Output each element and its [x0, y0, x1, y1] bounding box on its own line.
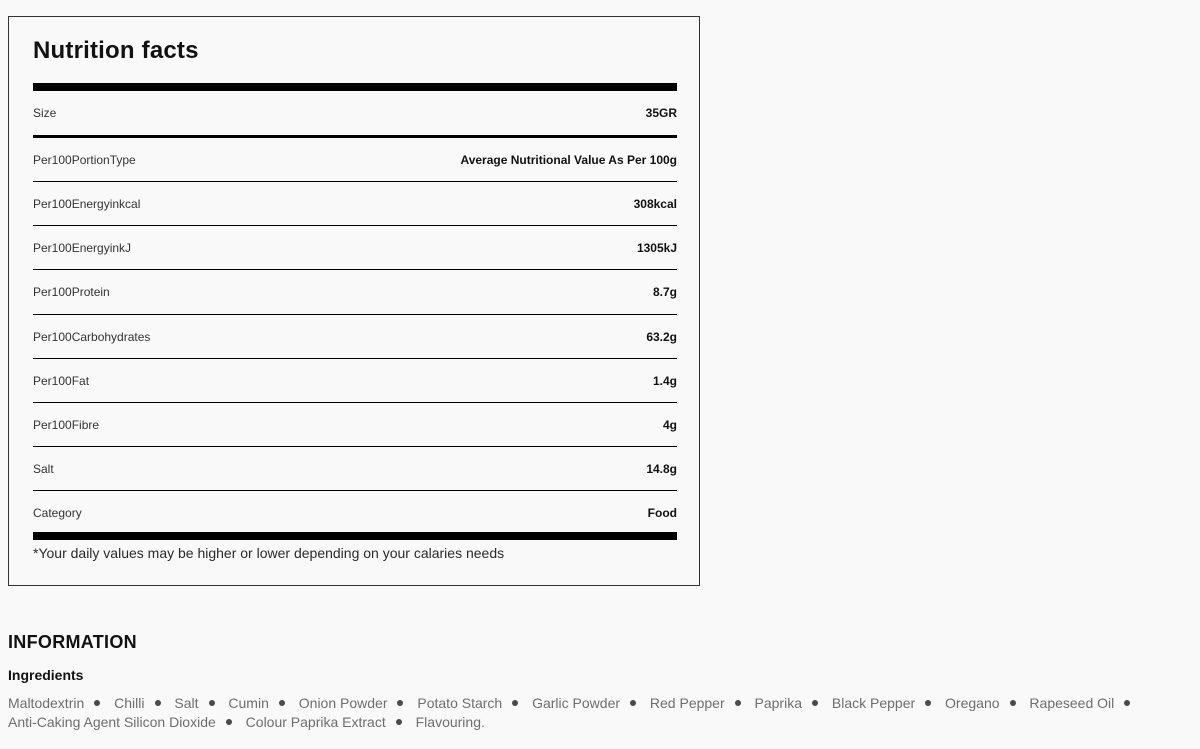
ingredient-item [1029, 695, 1140, 711]
nutrition-row [33, 138, 677, 181]
bullet-separator [512, 700, 518, 706]
nutrition-row [33, 447, 677, 490]
ingredient-name: Chilli [114, 695, 145, 711]
nutrition-facts-title: Nutrition facts [33, 37, 199, 64]
row-label: Category [33, 505, 82, 520]
top-thick-bar [33, 83, 677, 91]
bullet-separator [925, 700, 931, 706]
nutrition-row [33, 491, 677, 534]
nutrition-row [33, 182, 677, 225]
ingredient-name: Garlic Powder [532, 695, 621, 711]
row-value: 35GR [645, 106, 677, 120]
bullet-separator [812, 700, 818, 706]
bullet-separator [630, 700, 636, 706]
row-value: Average Nutritional Value As Per 100g [460, 152, 677, 167]
bullet-separator [1010, 700, 1016, 706]
nutrition-row-size [33, 91, 677, 135]
ingredient-item [228, 695, 294, 711]
ingredient-name: Potato Starch [417, 695, 503, 711]
bullet-separator [1124, 700, 1130, 706]
ingredient-item [114, 695, 170, 711]
ingredient-item [532, 695, 646, 711]
bullet-separator [396, 719, 402, 725]
row-label: Per100EnergyinkJ [33, 240, 132, 255]
ingredient-name: Maltodextrin [8, 695, 85, 711]
ingredient-item [650, 695, 751, 711]
bullet-separator [279, 700, 285, 706]
nutrition-facts-panel [8, 16, 700, 586]
ingredient-name: Cumin [228, 695, 269, 711]
ingredient-item [417, 695, 528, 711]
bullet-separator [226, 719, 232, 725]
bullet-separator [94, 700, 100, 706]
ingredient-item [832, 695, 941, 711]
ingredient-item [416, 714, 485, 730]
row-value: 8.7g [652, 285, 677, 299]
row-value: 1.4g [652, 373, 677, 388]
nutrition-row [33, 270, 677, 314]
row-label: Salt [33, 461, 54, 476]
information-section [8, 632, 1192, 730]
ingredient-name: Anti-Caking Agent Silicon Dioxide [8, 714, 216, 730]
ingredient-item [246, 714, 412, 730]
nutrition-row [33, 403, 677, 446]
bullet-separator [209, 700, 215, 706]
ingredient-name: Rapeseed Oil [1029, 695, 1115, 711]
row-value: 4g [662, 417, 677, 432]
row-value: 63.2g [646, 329, 677, 344]
row-value: 308kcal [633, 196, 677, 211]
row-value: 14.8g [646, 461, 677, 476]
daily-values-footnote: *Your daily values may be higher or lower depending on your calaries needs [33, 545, 505, 561]
information-heading: INFORMATION [8, 632, 137, 652]
ingredient-name: Paprika [754, 695, 802, 711]
ingredient-name: Red Pepper [649, 695, 725, 711]
ingredient-item [299, 695, 414, 711]
ingredients-list [8, 694, 1192, 732]
ingredient-name: Onion Powder [298, 695, 388, 711]
ingredient-name: Colour Paprika Extract [245, 714, 386, 730]
ingredient-name: Salt [174, 695, 199, 711]
row-label: Per100Carbohydrates [33, 329, 151, 344]
ingredient-item [8, 714, 242, 730]
row-label: Per100Fibre [33, 417, 100, 432]
nutrition-row [33, 359, 677, 402]
row-value: 1305kJ [636, 240, 677, 255]
ingredient-item [755, 695, 828, 711]
bullet-separator [397, 700, 403, 706]
bottom-thick-bar [33, 532, 677, 540]
nutrition-row [33, 315, 677, 358]
ingredient-name: Oregano [945, 695, 1000, 711]
bullet-separator [735, 700, 741, 706]
nutrition-row [33, 226, 677, 269]
ingredient-name: Flavouring. [415, 714, 485, 730]
row-label: Per100Protein [33, 285, 110, 299]
row-value: Food [647, 505, 677, 520]
row-label: Size [33, 106, 57, 120]
ingredients-heading: Ingredients [8, 667, 84, 683]
ingredient-item [8, 695, 110, 711]
bullet-separator [155, 700, 161, 706]
ingredient-item [945, 695, 1025, 711]
row-label: Per100PortionType [33, 152, 136, 167]
ingredient-item [174, 695, 224, 711]
row-label: Per100Fat [33, 373, 90, 388]
row-label: Per100Energyinkcal [33, 196, 141, 211]
ingredient-name: Black Pepper [831, 695, 916, 711]
